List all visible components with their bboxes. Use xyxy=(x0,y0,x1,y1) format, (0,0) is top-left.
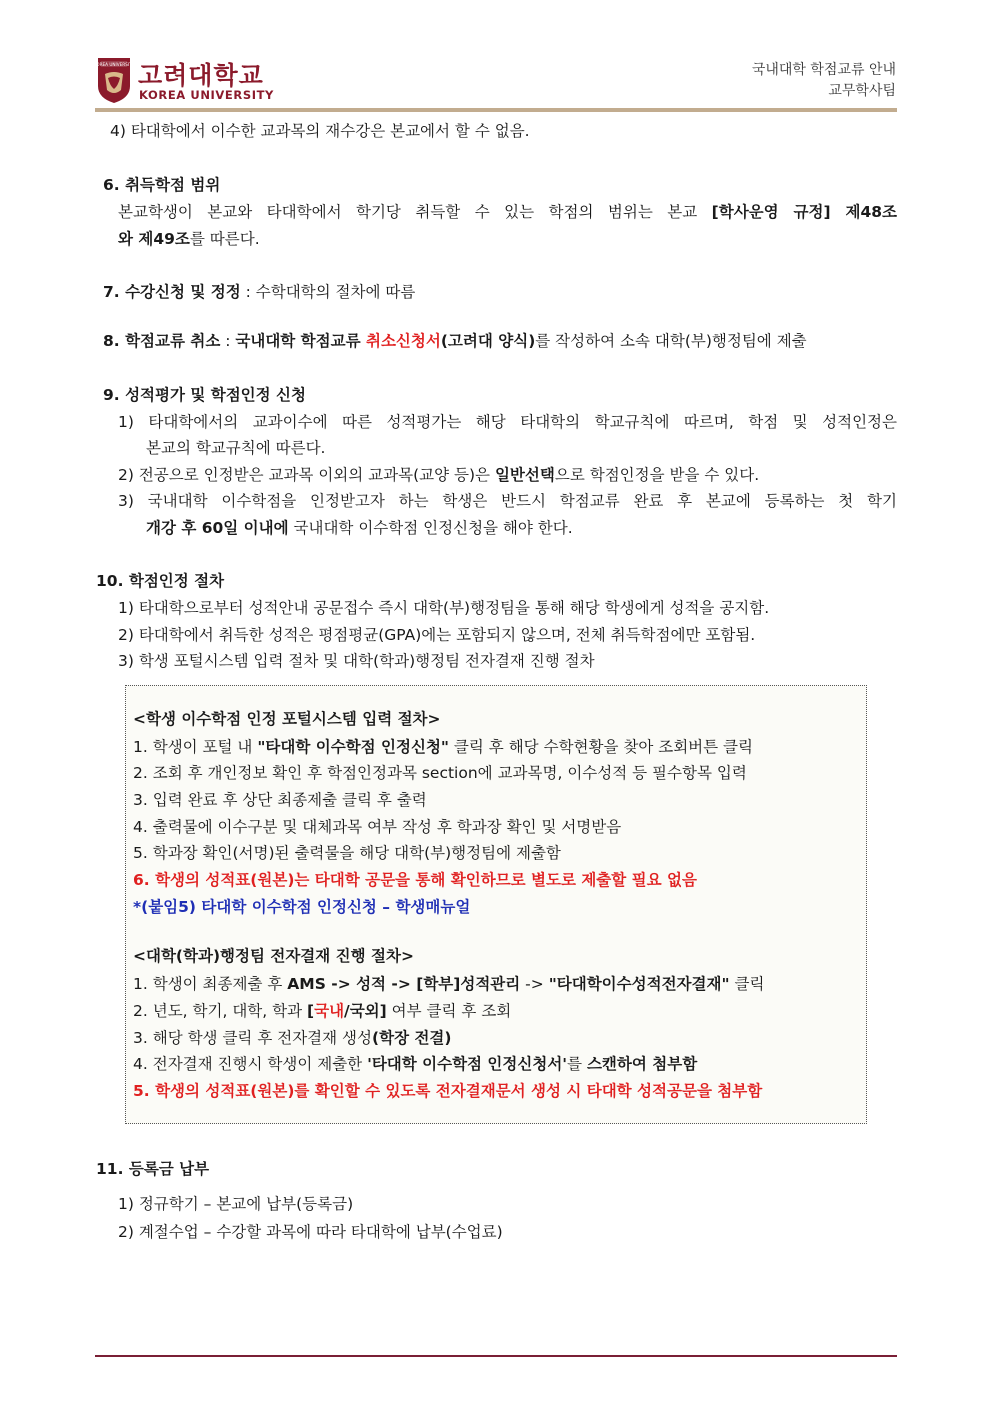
section-7 xyxy=(103,282,415,302)
logo-english-name: KOREA UNIVERSITY xyxy=(139,88,274,102)
admin-step-3-text: 3. 해당 학생 클릭 후 전자결재 생성 xyxy=(133,1029,373,1047)
section-8 xyxy=(103,331,807,351)
student-step-6: 6. 학생의 성적표(원본)는 타대학 공문을 통해 확인하므로 별도로 제출할 필요 없음 xyxy=(133,871,697,889)
section-9-item-2 xyxy=(118,465,759,485)
section-9-item-3-line-2 xyxy=(146,518,573,538)
admin-procedure-heading: <대학(학과)행정팀 전자결재 진행 절차> xyxy=(133,947,414,965)
admin-step-4-text: 4. 전자결재 진행시 학생이 제출한 xyxy=(133,1055,368,1073)
dean-approval-term: (학장 전결) xyxy=(372,1029,452,1047)
university-emblem-icon xyxy=(93,56,135,104)
student-step-5: 5. 학과장 확인(서명)된 출력물을 해당 대학(부)행정팀에 제출함 xyxy=(133,844,561,862)
section-7-text: : 수학대학의 절차에 따름 xyxy=(240,283,416,301)
ams-menu-path: AMS -> 성적 -> [학부]성적관리 xyxy=(287,975,521,993)
admin-step-4 xyxy=(133,1054,697,1074)
admin-step-1-text: 1. 학생이 최종제출 후 xyxy=(133,975,288,993)
overseas-option: /국외] xyxy=(344,1002,387,1020)
admin-step-2 xyxy=(133,1001,511,1021)
deadline-term: 개강 후 60일 이내에 xyxy=(146,519,289,537)
logo-korean-name: 고려대학교 xyxy=(138,61,264,90)
article-reference: 와 제49조 xyxy=(118,230,190,248)
emblem-text: KOREA UNIVERSITY xyxy=(93,62,135,67)
section-8-text: 를 작성하여 소속 대학(부)행정팀에 제출 xyxy=(535,332,807,350)
admin-step-2-text-end: 여부 클릭 후 조회 xyxy=(386,1002,512,1020)
section-10-item-3: 3) 학생 포털시스템 입력 절차 및 대학(학과)행정팀 전자결재 진행 절차 xyxy=(118,652,595,670)
section-9-item-2-text-end: 으로 학점인정을 받을 수 있다. xyxy=(554,466,760,484)
bracket-open: [ xyxy=(307,1002,315,1020)
section-6-line-2 xyxy=(118,229,260,249)
student-step-2: 2. 조회 후 개인정보 확인 후 학점인정과목 section에 교과목명, 이수성적 등 필수항목 입력 xyxy=(133,764,747,782)
section-9-title: 9. 성적평가 및 학점인정 신청 xyxy=(103,386,306,404)
student-procedure-heading: <학생 이수학점 인정 포털시스템 입력 절차> xyxy=(133,710,441,728)
university-logo xyxy=(93,56,276,106)
section-8-form-prefix: 국내대학 학점교류 xyxy=(235,332,366,350)
section-9-item-1-line-2: 본교의 학교규칙에 따른다. xyxy=(146,439,326,457)
section-9-item-3-text-end: 국내대학 이수학점 인정신청을 해야 한다. xyxy=(288,519,573,537)
section-6-title: 6. 취득학점 범위 xyxy=(103,176,221,194)
header-divider xyxy=(95,108,897,112)
section-11-item-2: 2) 계절수업 – 수강할 과목에 따라 타대학에 납부(수업료) xyxy=(118,1223,503,1241)
admin-step-4-particle: 를 xyxy=(567,1055,587,1073)
section-10-title: 10. 학점인정 절차 xyxy=(96,572,225,590)
admin-step-1-text-end: 클릭 xyxy=(729,975,765,993)
form-type: (고려대 양식) xyxy=(440,332,536,350)
menu-arrow: -> xyxy=(520,975,549,993)
section-9-item-2-text: 2) 전공으로 인정받은 교과목 이외의 교과목(교양 등)은 xyxy=(118,466,495,484)
section-8-title: 8. 학점교류 취소 xyxy=(103,332,221,350)
general-elective-term: 일반선택 xyxy=(494,466,555,484)
student-step-3: 3. 입력 완료 후 상단 최종제출 클릭 후 출력 xyxy=(133,791,427,809)
admin-step-2-text: 2. 년도, 학기, 대학, 학과 xyxy=(133,1002,307,1020)
domestic-option: 국내 xyxy=(314,1002,345,1020)
section-11-title: 11. 등록금 납부 xyxy=(96,1160,210,1178)
section-9-item-3-line-1: 3) 국내대학 이수학점을 인정받고자 하는 학생은 반드시 학점교류 완료 후 본교에 등록하는 첫 학기 xyxy=(118,492,897,510)
section-10-item-1: 1) 타대학으로부터 성적안내 공문접수 즉시 대학(부)행정팀을 통해 해당 학생에게 성적을 공지함. xyxy=(118,599,770,617)
student-step-1-text-end: 클릭 후 해당 수학현황을 찾아 조회버튼 클릭 xyxy=(449,738,754,756)
department-name: 교무학사팀 xyxy=(828,83,896,99)
admin-step-1 xyxy=(133,974,764,994)
menu-name: "타대학 이수학점 인정신청" xyxy=(257,738,449,756)
approval-menu-name: "타대학이수성적전자결재" xyxy=(548,975,730,993)
scan-attach-instruction: 스캔하여 첨부함 xyxy=(586,1055,698,1073)
section-6-text-end: 를 따른다. xyxy=(189,230,260,248)
section-11-item-1: 1) 정규학기 – 본교에 납부(등록금) xyxy=(118,1195,354,1213)
section-8-colon: : xyxy=(220,332,236,350)
student-step-4: 4. 출력물에 이수구분 및 대체과목 여부 작성 후 학과장 확인 및 서명받음 xyxy=(133,818,622,836)
student-step-1 xyxy=(133,737,753,757)
student-step-1-text: 1. 학생이 포털 내 xyxy=(133,738,258,756)
admin-step-3 xyxy=(133,1028,451,1048)
student-manual-reference: *(붙임5) 타대학 이수학점 인정신청 – 학생매뉴얼 xyxy=(133,898,471,916)
regulation-reference: [학사운영 규정] 제48조 xyxy=(711,203,897,221)
header-meta xyxy=(752,60,896,102)
intro-item: 4) 타대학에서 이수한 교과목의 재수강은 본교에서 할 수 없음. xyxy=(110,122,530,140)
document-title: 국내대학 학점교류 안내 xyxy=(751,62,896,78)
section-10-item-2: 2) 타대학에서 취득한 성적은 평점평균(GPA)에는 포함되지 않으며, 전체 취득학점에만 포함됨. xyxy=(118,626,756,644)
section-7-title: 7. 수강신청 및 정정 xyxy=(103,283,241,301)
application-form-name: '타대학 이수학점 인정신청서' xyxy=(367,1055,568,1073)
section-6-text: 본교학생이 본교와 타대학에서 학기당 취득할 수 있는 학점의 범위는 본교 xyxy=(118,203,712,221)
section-9-item-1-line-1: 1) 타대학에서의 교과이수에 따른 성적평가는 해당 타대학의 학교규칙에 따르며, 학점 및 성적인정은 xyxy=(118,413,897,431)
admin-step-5: 5. 학생의 성적표(원본)를 확인할 수 있도록 전자결재문서 생성 시 타대학 성적공문을 첨부함 xyxy=(133,1082,763,1100)
section-6-line-1 xyxy=(118,202,897,222)
footer-divider xyxy=(95,1355,897,1357)
cancel-form-name: 취소신청서 xyxy=(365,332,441,350)
